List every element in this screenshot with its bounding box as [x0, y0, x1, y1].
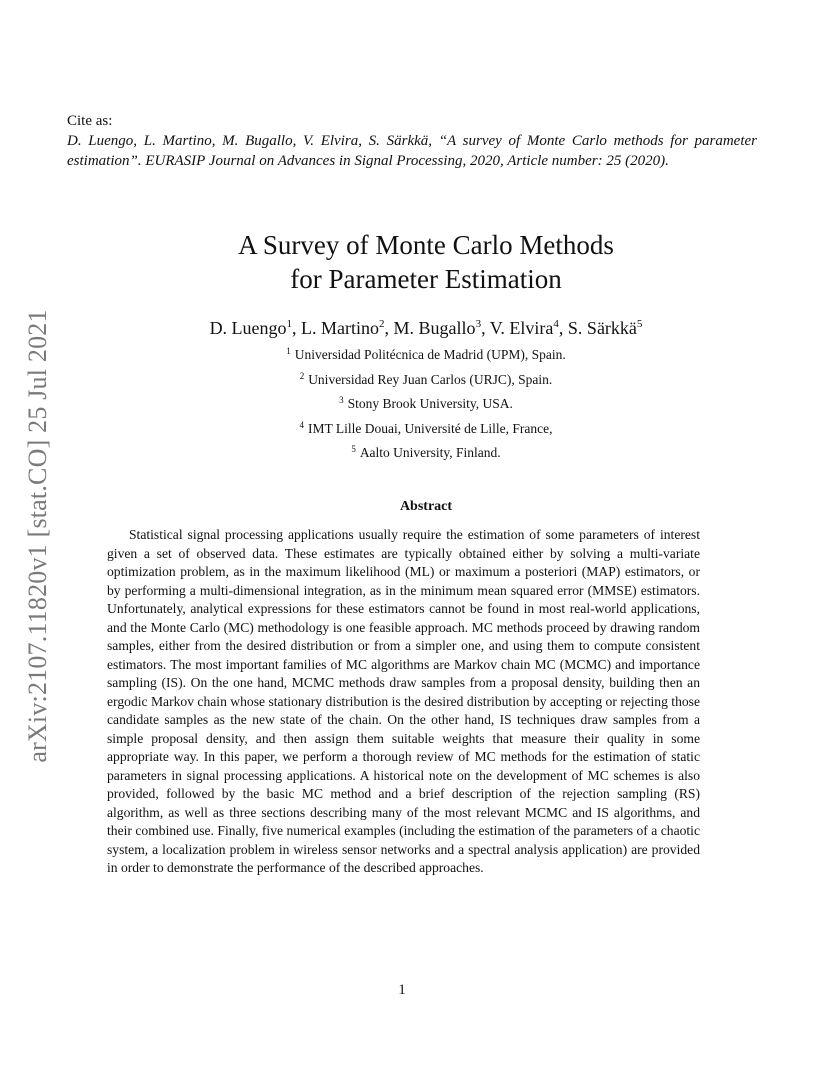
affiliation-text: Universidad Politécnica de Madrid (UPM), Spain. [294, 347, 566, 362]
affiliation-text: Universidad Rey Juan Carlos (URJC), Spain. [308, 371, 553, 387]
affiliation-list [126, 345, 726, 468]
author-affiliation-mark: 3 [475, 318, 482, 330]
affiliation-mark: 3 [339, 395, 344, 405]
affiliation-mark: 1 [286, 346, 291, 356]
author-name: V. Elvira [489, 318, 554, 338]
paper-title [126, 228, 726, 296]
author-affiliation-mark: 4 [553, 318, 559, 330]
author-separator: , [292, 318, 302, 338]
abstract-body: Statistical signal processing applications usually require the estimation of some parameters of interest given a set of observed data. These estimates are typically obtained either by solving a multi-variate optimization problem, as in the maximum likelihood (ML) or maximum a posteriori (MAP) estimators, or by performing a multi-dimensional integration, as in the minimum mean squared error (MMSE) estimators. Unfortunately, analytical expressions for these estimators cannot be found in most real-world applications, and the Monte Carlo (MC) methodology is one feasible approach. MC methods proceed by drawing random samples, either from the desired distribution or from a simpler one, and using them to compute consistent estimators. The most important families of MC algorithms are Markov chain MC (MCMC) and importance sampling (IS). On the one hand, MCMC methods draw samples from a proposal density, building then an ergodic Markov chain whose stationary distribution is the desired distribution by accepting or rejecting those candidate samples as the new state of the chain. On the other hand, IS techniques draw samples from a simple proposal density, and then assign them suitable weights that measure their quality in some appropriate way. In this paper, we perform a thorough review of MC methods for the estimation of static parameters in signal processing applications. A historical note on the development of MC schemes is also provided, followed by the basic MC method and a brief description of the rejection sampling (RS) algorithm, as well as three sections describing many of the most relevant MCMC and IS algorithms, and their combined use. Finally, five numerical examples (including the estimation of the parameters of a chaotic system, a localization problem in wireless sensor networks and a spectral analysis application) are provided in order to demonstrate the performance of the described approaches. [107, 527, 700, 875]
author-list [126, 316, 726, 340]
affiliation-item [126, 443, 726, 468]
cite-label: Cite as: [67, 113, 113, 129]
author-separator: , [558, 318, 568, 338]
author-affiliation-mark: 2 [379, 318, 385, 330]
affiliation-mark: 2 [299, 370, 305, 381]
author-name: M. Bugallo [393, 318, 476, 338]
affiliation-text: Aalto University, Finland. [359, 445, 501, 460]
affiliation-mark: 5 [351, 444, 356, 454]
author-name: L. Martino [301, 318, 380, 338]
author-name: D. Luengo [209, 318, 287, 338]
citation-text: D. Luengo, L. Martino, M. Bugallo, V. Elvira, S. Särkkä, “A survey of Monte Carlo methods for parameter estimation”. EURASIP Journal on Advances in Signal Processing, 2020, Article number: 25 (2020). [67, 133, 757, 169]
author-separator: , [384, 318, 394, 338]
affiliation-item [126, 370, 726, 395]
paper-title-line-1: A Survey of Monte Carlo Methods [238, 230, 614, 260]
author-name: S. Särkkä [567, 318, 637, 338]
author-affiliation-mark: 1 [286, 318, 293, 330]
affiliation-item [126, 394, 726, 419]
citation-block [67, 111, 757, 171]
arxiv-identifier-stamp: arXiv:2107.11820v1 [stat.CO] 25 Jul 2021 [23, 309, 52, 763]
page-number: 1 [398, 982, 406, 998]
affiliation-text: Stony Brook University, USA. [347, 396, 513, 411]
author-separator: , [481, 318, 490, 338]
affiliation-text: IMT Lille Douai, Université de Lille, France, [307, 420, 553, 436]
affiliation-mark: 4 [299, 419, 304, 430]
author-affiliation-mark: 5 [636, 318, 643, 330]
affiliation-item [126, 419, 726, 444]
abstract-heading: Abstract [399, 499, 453, 514]
paper-title-line-2: for Parameter Estimation [290, 264, 562, 294]
affiliation-item [126, 345, 726, 370]
